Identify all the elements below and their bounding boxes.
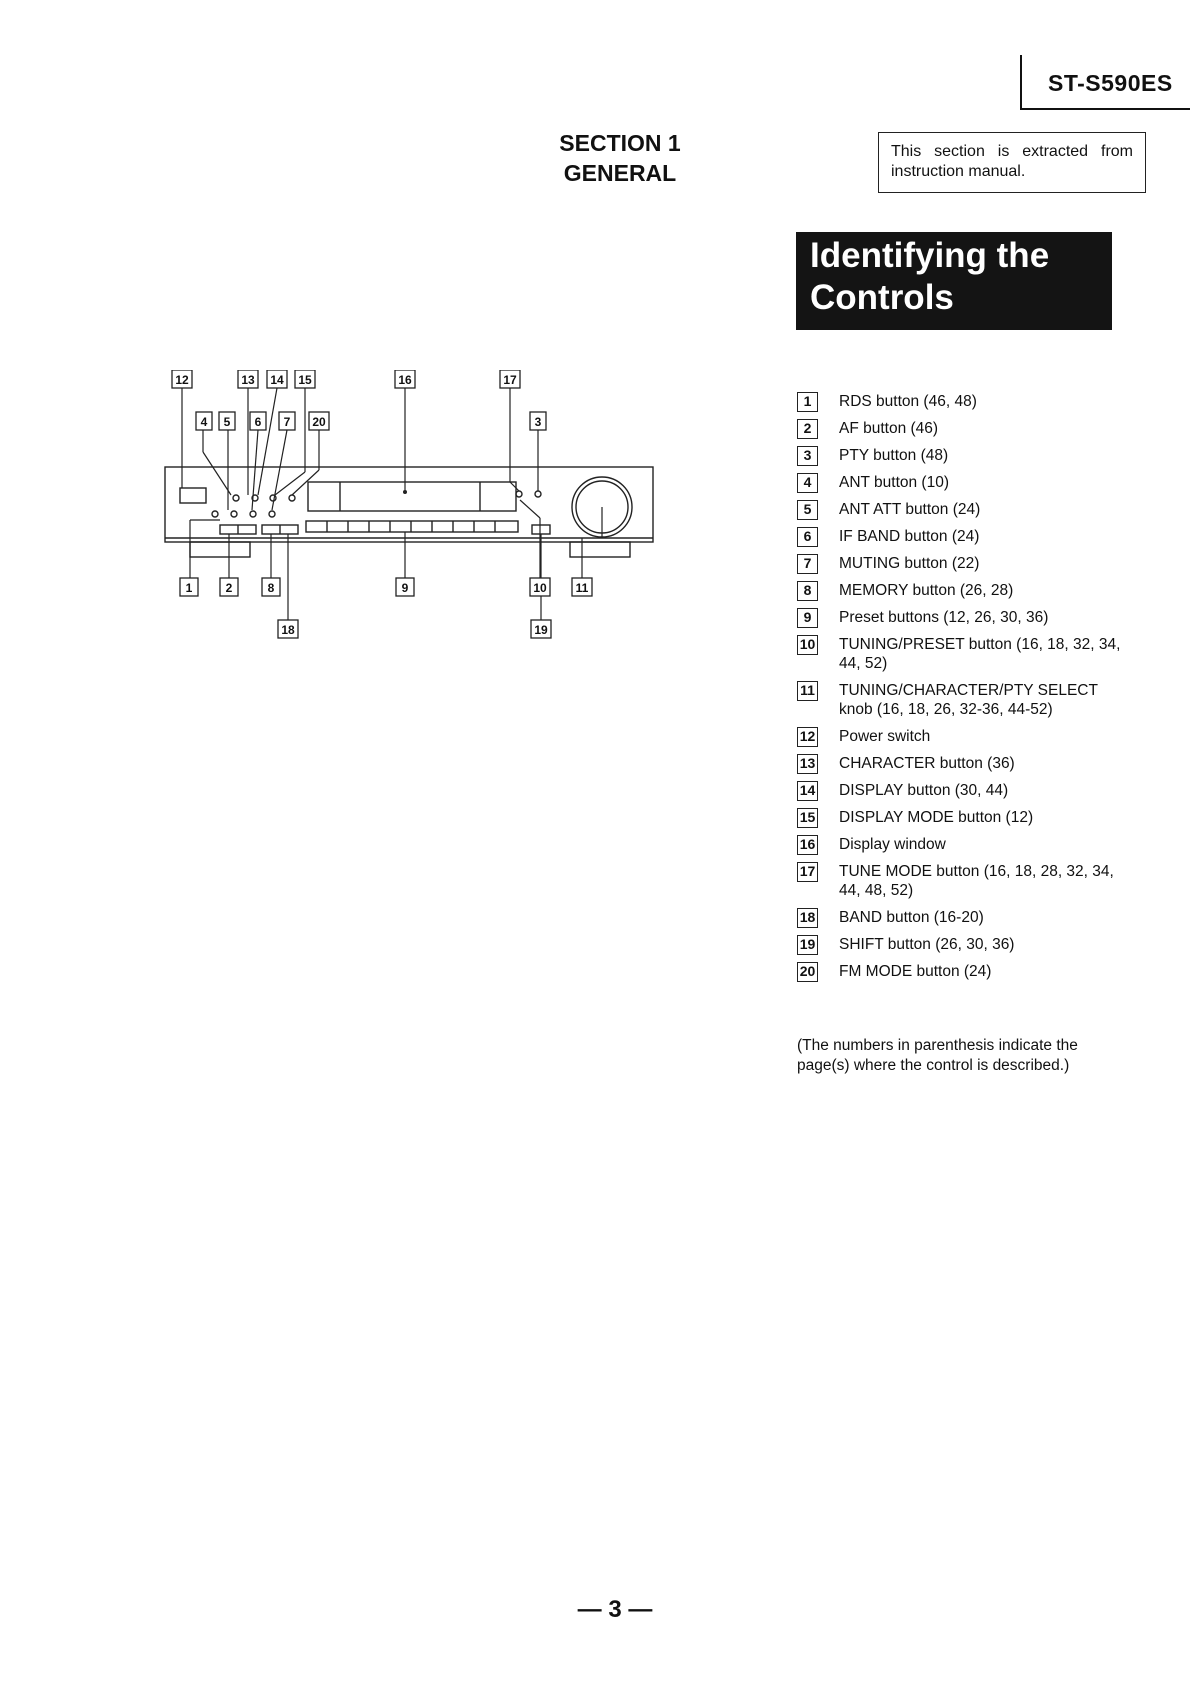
control-number: 3	[797, 446, 818, 466]
controls-list	[797, 392, 1127, 989]
control-item	[797, 727, 1127, 746]
left-foot	[190, 542, 250, 557]
control-description: Display window	[839, 836, 946, 853]
diagram-label-11: 11	[575, 581, 589, 595]
diagram-label-17: 17	[503, 373, 517, 387]
diagram-label-12: 12	[175, 373, 189, 387]
control-number: 17	[797, 862, 818, 882]
control-description: SHIFT button (26, 30, 36)	[839, 936, 1015, 953]
control-item	[797, 635, 1127, 673]
control-item	[797, 392, 1127, 411]
diagram-label-8: 8	[267, 581, 275, 595]
section-number: SECTION 1	[559, 130, 681, 156]
control-item	[797, 473, 1127, 492]
control-item	[797, 835, 1127, 854]
diagram-label-7: 7	[283, 415, 291, 429]
control-item	[797, 862, 1127, 900]
control-number: 5	[797, 500, 818, 520]
control-description: MEMORY button (26, 28)	[839, 582, 1014, 599]
shift-button-shape	[532, 525, 550, 534]
page-number: — 3 —	[577, 1596, 653, 1623]
display-pointer-dot	[403, 490, 407, 494]
diagram-label-3: 3	[534, 415, 542, 429]
diagram-label-1: 1	[185, 581, 193, 595]
front-panel-diagram	[160, 370, 660, 650]
control-number: 14	[797, 781, 818, 801]
control-description: ANT button (10)	[839, 474, 949, 491]
control-number: 11	[797, 681, 818, 701]
diagram-label-4: 4	[200, 415, 208, 429]
diagram-label-16: 16	[398, 373, 412, 387]
diagram-label-2: 2	[225, 581, 233, 595]
control-item	[797, 754, 1127, 773]
diagram-label-20: 20	[312, 415, 326, 429]
control-description: MUTING button (22)	[839, 555, 980, 572]
control-item	[797, 781, 1127, 800]
diagram-label-5: 5	[223, 415, 231, 429]
banner-line-2: Controls	[810, 278, 954, 317]
diagram-label-14: 14	[270, 373, 284, 387]
control-number: 10	[797, 635, 818, 655]
control-description: TUNING/PRESET button (16, 18, 32, 34, 44, 52)	[839, 636, 1121, 672]
control-description: CHARACTER button (36)	[839, 755, 1015, 772]
control-number: 19	[797, 935, 818, 955]
control-description: TUNE MODE button (16, 18, 28, 32, 34, 44, 48, 52)	[839, 863, 1114, 899]
control-description: IF BAND button (24)	[839, 528, 980, 545]
control-item	[797, 581, 1127, 600]
diagram-label-19: 19	[534, 623, 548, 637]
control-number: 16	[797, 835, 818, 855]
control-number: 7	[797, 554, 818, 574]
diagram-label-6: 6	[254, 415, 262, 429]
control-item	[797, 608, 1127, 627]
control-item	[797, 935, 1127, 954]
control-item	[797, 419, 1127, 438]
section-name: GENERAL	[563, 160, 677, 186]
control-item	[797, 681, 1127, 719]
control-item	[797, 527, 1127, 546]
diagram-label-18: 18	[281, 623, 295, 637]
diagram-label-10: 10	[533, 581, 547, 595]
control-description: Power switch	[839, 728, 931, 745]
control-number: 2	[797, 419, 818, 439]
extract-note-box: This section is extracted from instruction manual.	[878, 132, 1146, 193]
control-description: ANT ATT button (24)	[839, 501, 981, 518]
model-number: ST-S590ES	[1048, 70, 1173, 96]
diagram-label-13: 13	[241, 373, 255, 387]
control-item	[797, 500, 1127, 519]
display-window-shape	[308, 482, 516, 511]
control-description: TUNING/CHARACTER/PTY SELECT knob (16, 18, 26, 32-36, 44-52)	[839, 682, 1098, 718]
control-number: 9	[797, 608, 818, 628]
banner-line-1: Identifying the	[810, 236, 1050, 275]
control-item	[797, 808, 1127, 827]
control-number: 1	[797, 392, 818, 412]
control-description: Preset buttons (12, 26, 30, 36)	[839, 609, 1049, 626]
control-number: 8	[797, 581, 818, 601]
power-switch-shape	[180, 488, 206, 503]
control-number: 18	[797, 908, 818, 928]
control-number: 4	[797, 473, 818, 493]
control-number: 12	[797, 727, 818, 747]
control-item	[797, 554, 1127, 573]
control-item	[797, 962, 1127, 981]
section-heading	[540, 128, 700, 188]
right-foot	[570, 542, 630, 557]
diagram-label-15: 15	[298, 373, 312, 387]
control-number: 6	[797, 527, 818, 547]
control-item	[797, 446, 1127, 465]
control-description: DISPLAY button (30, 44)	[839, 782, 1009, 799]
preset-button-strip	[306, 521, 518, 532]
control-number: 15	[797, 808, 818, 828]
control-description: DISPLAY MODE button (12)	[839, 809, 1034, 826]
control-description: RDS button (46, 48)	[839, 393, 977, 410]
control-description: FM MODE button (24)	[839, 963, 992, 980]
identifying-controls-banner	[796, 232, 1112, 330]
diagram-label-9: 9	[401, 581, 409, 595]
page-reference-note: (The numbers in parenthesis indicate the page(s) where the control is described.)	[797, 1037, 1078, 1074]
control-description: PTY button (48)	[839, 447, 949, 464]
control-number: 20	[797, 962, 818, 982]
control-description: AF button (46)	[839, 420, 939, 437]
control-item	[797, 908, 1127, 927]
control-number: 13	[797, 754, 818, 774]
control-description: BAND button (16-20)	[839, 909, 984, 926]
